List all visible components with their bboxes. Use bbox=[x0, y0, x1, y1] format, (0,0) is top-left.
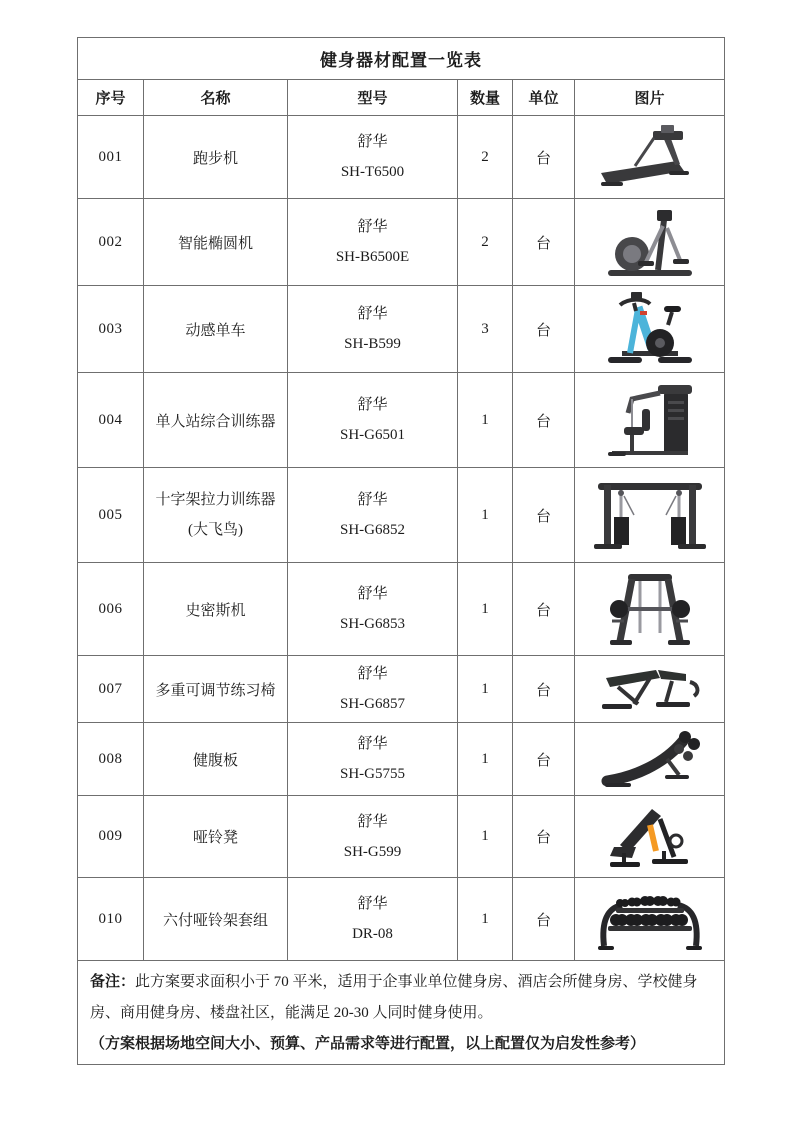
cell-model bbox=[288, 878, 458, 961]
name-line2: (大飞鸟) bbox=[188, 522, 243, 538]
cell-qty: 3 bbox=[458, 286, 513, 373]
model: DR-08 bbox=[352, 926, 393, 942]
cell-name: 跑步机 bbox=[144, 116, 288, 199]
cell-no: 009 bbox=[78, 796, 144, 878]
notes-label: 备注： bbox=[90, 974, 136, 990]
cell-image bbox=[575, 656, 725, 723]
cell-image bbox=[575, 563, 725, 656]
brand: 舒华 bbox=[357, 666, 388, 682]
cell-no: 008 bbox=[78, 723, 144, 796]
cell-no: 003 bbox=[78, 286, 144, 373]
cell-model bbox=[288, 723, 458, 796]
cell-model bbox=[288, 286, 458, 373]
header-unit: 单位 bbox=[513, 80, 575, 116]
cell-unit: 台 bbox=[513, 116, 575, 199]
brand: 舒华 bbox=[357, 397, 388, 413]
table-row bbox=[78, 468, 725, 563]
cell-model bbox=[288, 199, 458, 286]
header-qty: 数量 bbox=[458, 80, 513, 116]
treadmill-image bbox=[591, 125, 709, 189]
model: SH-G6857 bbox=[339, 696, 405, 712]
cell-image bbox=[575, 373, 725, 468]
cell-name: 动感单车 bbox=[144, 286, 288, 373]
cell-model bbox=[288, 656, 458, 723]
brand: 舒华 bbox=[357, 134, 388, 150]
model: SH-B599 bbox=[344, 336, 401, 352]
cell-image bbox=[575, 796, 725, 878]
cell-image bbox=[575, 199, 725, 286]
brand: 舒华 bbox=[357, 219, 388, 235]
brand: 舒华 bbox=[357, 492, 388, 508]
cell-no: 001 bbox=[78, 116, 144, 199]
cell-unit: 台 bbox=[513, 563, 575, 656]
table-row bbox=[78, 116, 725, 199]
cell-name: 多重可调节练习椅 bbox=[144, 656, 288, 723]
brand: 舒华 bbox=[357, 736, 388, 752]
table-row bbox=[78, 796, 725, 878]
cell-image bbox=[575, 116, 725, 199]
model: SH-G5755 bbox=[339, 766, 405, 782]
cell-unit: 台 bbox=[513, 796, 575, 878]
ab-board-image bbox=[597, 729, 703, 789]
cell-qty: 1 bbox=[458, 878, 513, 961]
notes-row bbox=[78, 961, 725, 1065]
brand: 舒华 bbox=[357, 813, 388, 830]
cell-name: 健腹板 bbox=[144, 723, 288, 796]
table-row bbox=[78, 723, 725, 796]
dumbbell-bench-image bbox=[602, 801, 698, 873]
header-name: 名称 bbox=[144, 80, 288, 116]
brand: 舒华 bbox=[357, 586, 388, 602]
model: SH-B6500E bbox=[335, 249, 410, 265]
cell-unit: 台 bbox=[513, 878, 575, 961]
header-no: 序号 bbox=[78, 80, 144, 116]
cell-unit: 台 bbox=[513, 656, 575, 723]
cell-no: 007 bbox=[78, 656, 144, 723]
cell-image bbox=[575, 468, 725, 563]
table-row bbox=[78, 373, 725, 468]
cell-no: 010 bbox=[78, 878, 144, 961]
cell-model bbox=[288, 373, 458, 468]
cell-unit: 台 bbox=[513, 723, 575, 796]
brand: 舒华 bbox=[357, 896, 388, 912]
cell-unit: 台 bbox=[513, 286, 575, 373]
cell-no: 002 bbox=[78, 199, 144, 286]
cell-model bbox=[288, 116, 458, 199]
model: SH-G6852 bbox=[339, 522, 405, 538]
name-line1: 十字架拉力训练器 bbox=[155, 492, 276, 508]
cell-unit: 台 bbox=[513, 468, 575, 563]
cell-model bbox=[288, 796, 458, 878]
elliptical-image bbox=[600, 204, 700, 280]
cell-name: 单人站综合训练器 bbox=[144, 373, 288, 468]
cell-name: 哑铃凳 bbox=[144, 796, 288, 878]
cell-qty: 2 bbox=[458, 199, 513, 286]
cell-image bbox=[575, 723, 725, 796]
brand: 舒华 bbox=[357, 306, 388, 322]
table-title: 健身器材配置一览表 bbox=[78, 38, 725, 80]
table-row bbox=[78, 656, 725, 723]
header-row bbox=[78, 80, 725, 116]
cell-name: 智能椭圆机 bbox=[144, 199, 288, 286]
multi-station-gym-image bbox=[602, 379, 697, 461]
cell-unit: 台 bbox=[513, 373, 575, 468]
spin-bike-image bbox=[600, 291, 700, 367]
cell-unit: 台 bbox=[513, 199, 575, 286]
table-row bbox=[78, 199, 725, 286]
cell-qty: 2 bbox=[458, 116, 513, 199]
notes-cell bbox=[78, 961, 725, 1065]
cell-qty: 1 bbox=[458, 563, 513, 656]
model: SH-G599 bbox=[343, 843, 402, 860]
cell-name bbox=[144, 468, 288, 563]
smith-machine-image bbox=[600, 569, 700, 649]
header-image: 图片 bbox=[575, 80, 725, 116]
cell-qty: 1 bbox=[458, 723, 513, 796]
cell-name: 史密斯机 bbox=[144, 563, 288, 656]
title-row bbox=[78, 38, 725, 80]
dumbbell-rack-image bbox=[592, 884, 708, 954]
cell-no: 006 bbox=[78, 563, 144, 656]
cell-qty: 1 bbox=[458, 468, 513, 563]
cell-model bbox=[288, 468, 458, 563]
adjustable-bench-image bbox=[594, 662, 706, 716]
table-row bbox=[78, 286, 725, 373]
cell-qty: 1 bbox=[458, 373, 513, 468]
cell-name: 六付哑铃架套组 bbox=[144, 878, 288, 961]
equipment-table bbox=[77, 37, 725, 1065]
cell-image bbox=[575, 286, 725, 373]
cell-qty: 1 bbox=[458, 656, 513, 723]
notes-text: 此方案要求面积小于 70 平米，适用于企事业单位健身房、酒店会所健身房、学校健身房、商用健身房、楼盘社区，能满足 20-30 人同时健身使用。 bbox=[90, 974, 698, 1021]
model: SH-G6853 bbox=[339, 616, 405, 632]
cell-model bbox=[288, 563, 458, 656]
header-model: 型号 bbox=[288, 80, 458, 116]
model: SH-T6500 bbox=[340, 164, 405, 180]
table-row bbox=[78, 878, 725, 961]
cell-no: 004 bbox=[78, 373, 144, 468]
table-row bbox=[78, 563, 725, 656]
cell-image bbox=[575, 878, 725, 961]
cell-no: 005 bbox=[78, 468, 144, 563]
notes-remark: （方案根据场地空间大小、预算、产品需求等进行配置，以上配置仅为启发性参考） bbox=[90, 1036, 646, 1052]
cable-crossover-image bbox=[590, 475, 710, 555]
cell-qty: 1 bbox=[458, 796, 513, 878]
model: SH-G6501 bbox=[339, 427, 405, 443]
